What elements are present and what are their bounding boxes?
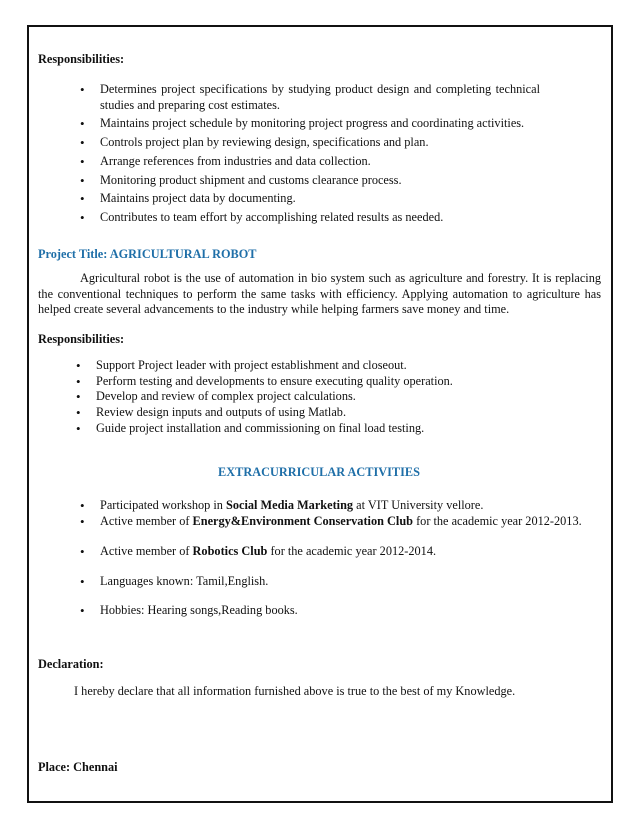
list-item [80, 154, 540, 170]
list-item [76, 405, 576, 421]
list-item-text: Monitoring product shipment and customs clearance process. [100, 172, 402, 187]
extracurricular-list-c [80, 574, 610, 590]
list-item [80, 603, 610, 619]
list-item-text: Support Project leader with project establishment and closeout. [96, 358, 407, 372]
list-item [76, 421, 576, 437]
list-item [80, 514, 610, 530]
list-item-text: Determines project specifications by studying product design and completing technical studies and preparing cost estimates. [100, 82, 540, 112]
responsibilities-heading-2: Responsibilities: [38, 332, 125, 346]
item-text: Languages known: Tamil,English. [100, 574, 269, 588]
list-item-text: Contributes to team effort by accomplishing related results as needed. [100, 210, 444, 225]
item-text: for the academic year 2012-2014. [267, 544, 437, 558]
list-item [80, 116, 540, 132]
list-item [80, 135, 540, 151]
list-item-text: Maintains project schedule by monitoring project progress and coordinating activities. [100, 116, 525, 131]
list-item [80, 544, 610, 560]
item-text: Active member of [100, 544, 193, 558]
item-text: for the academic year 2012-2013. [413, 513, 582, 528]
list-item [80, 210, 540, 226]
responsibilities-list-2 [76, 358, 576, 437]
item-text: Active member of [100, 513, 193, 528]
project-title: Project Title: AGRICULTURAL ROBOT [38, 247, 257, 261]
extracurricular-list-a [80, 498, 610, 529]
workshop-name: Social Media Marketing [226, 498, 354, 512]
list-item [76, 358, 576, 374]
place-label: Place: Chennai [38, 760, 118, 774]
list-item-text: Perform testing and developments to ensure executing quality operation. [96, 373, 453, 388]
list-item [76, 389, 576, 405]
extracurricular-list-d [80, 603, 610, 619]
item-text: Hobbies: Hearing songs,Reading books. [100, 603, 298, 617]
declaration-heading: Declaration: [38, 657, 104, 671]
item-text: Participated workshop in [100, 498, 227, 512]
club-name: Robotics Club [192, 544, 268, 558]
project-description: Agricultural robot is the use of automation in bio system such as agriculture and forestry. It is replacing the conventional techniques to perform the same tasks with efficiency. Applying automation to agriculture has helped create several advancements to the industry while helping farmers save money and time. [38, 271, 601, 317]
extracurricular-heading: EXTRACURRICULAR ACTIVITIES [218, 465, 420, 479]
list-item-text: Develop and review of complex project calculations. [96, 389, 356, 404]
responsibilities-list-1 [80, 82, 540, 229]
list-item [80, 191, 540, 207]
list-item-text: Maintains project data by documenting. [100, 191, 296, 206]
list-item-text: Controls project plan by reviewing design, specifications and plan. [100, 135, 429, 150]
list-item-text: Guide project installation and commissioning on final load testing. [96, 420, 425, 435]
list-item-text: Review design inputs and outputs of using Matlab. [96, 405, 347, 420]
list-item [80, 498, 610, 514]
list-item [80, 82, 540, 113]
list-item [80, 173, 540, 189]
list-item [80, 574, 610, 590]
list-item [76, 374, 576, 390]
responsibilities-heading-1: Responsibilities: [38, 52, 125, 66]
extracurricular-list-b [80, 544, 610, 560]
list-item-text: Arrange references from industries and data collection. [100, 153, 371, 168]
declaration-text: I hereby declare that all information furnished above is true to the best of my Knowledge. [74, 684, 516, 698]
item-text: at VIT University vellore. [353, 498, 484, 512]
club-name: Energy&Environment Conservation Club [192, 513, 413, 528]
